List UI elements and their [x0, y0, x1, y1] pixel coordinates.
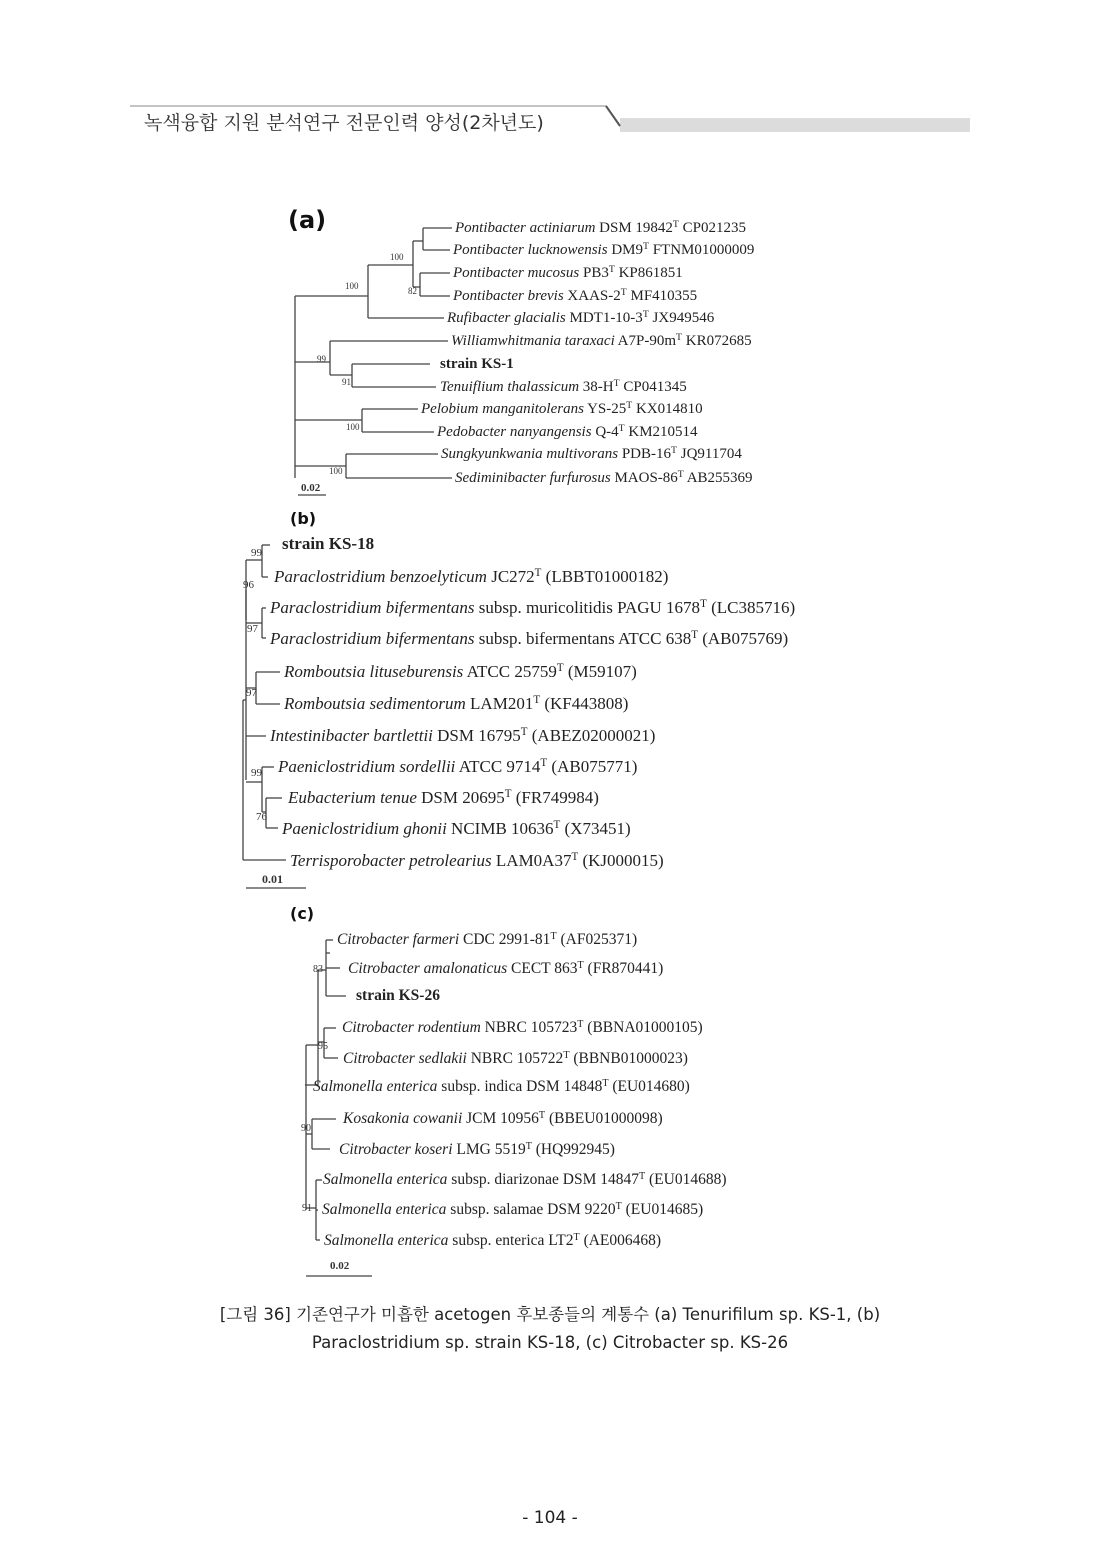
- panel_a-taxon-label: Pontibacter lucknowensis $DM9^T$ FTNM01000009: [453, 240, 755, 258]
- panel_a-taxon-label: Pontibacter actiniarum DSM $19842^T$ CP021235: [455, 218, 746, 236]
- panel-c-label: (c): [290, 904, 315, 923]
- panel_b-taxon-label: Paeniclostridium sordellii ATCC $9714^T$ (AB075771): [278, 757, 638, 776]
- panel_b-bootstrap-value: 96: [243, 579, 254, 591]
- panel-b-tree: [243, 509, 795, 888]
- header-title: 녹색융합 지원 분석연구 전문인력 양성(2차년도): [144, 112, 544, 134]
- panel_b-taxon-label: Intestinibacter bartlettii DSM $16795^T$ (ABEZ02000021): [270, 726, 656, 745]
- panel_b-taxon-label: Paraclostridium bifermentans subsp. muricolitidis PAGU $1678^T$ (LC385716): [270, 598, 796, 617]
- panel_c-taxon-label: Salmonella enterica subsp. indica DSM $14848^T$ (EU014680): [313, 1077, 690, 1095]
- panel_b-taxon-label: Paraclostridium bifermentans subsp. bifermentans ATCC $638^T$ (AB075769): [270, 629, 789, 648]
- figure-caption: [0, 1301, 1100, 1357]
- panel_c-taxon-label: Citrobacter koseri LMG $5519^T$ (HQ992945): [339, 1140, 615, 1158]
- caption-line-2: Paraclostridium sp. strain KS-18, (c) Citrobacter sp. KS-26: [311, 1333, 789, 1352]
- panel_a-taxon-label: Pontibacter brevis XAAS-$2^T$ MF410355: [453, 286, 698, 304]
- panel_b-taxon-label: Terrisporobacter petrolearius $LAM0A37^T$ (KJ000015): [290, 851, 664, 870]
- panel_b-taxon-label: Romboutsia lituseburensis ATCC $25759^T$ (M59107): [284, 662, 637, 681]
- panel_c-taxon-label: Citrobacter farmeri CDC $2991-81^T$ (AF025371): [337, 930, 638, 948]
- panel_c-taxon-label: Citrobacter rodentium NBRC $105723^T$ (BBNA01000105): [342, 1018, 703, 1036]
- panel_b-taxon-label: Paraclostridium benzoelyticum $JC272^T$ (LBBT01000182): [274, 567, 669, 586]
- panel_a-taxon-label: Pontibacter mucosus $PB3^T$ KP861851: [453, 263, 683, 281]
- panel_a-taxon-label: Pedobacter nanyangensis $Q-4^T$ KM210514: [437, 422, 698, 440]
- panel-a-tree: [288, 206, 754, 495]
- panel-b-label: (b): [290, 509, 317, 528]
- panel_c-taxon-label: Citrobacter sedlakii NBRC $105722^T$ (BBNB01000023): [343, 1049, 688, 1067]
- panel-b-scale-label: 0.01: [262, 872, 283, 886]
- panel_a-bootstrap-value: 100: [345, 281, 359, 291]
- panel_c-bootstrap-value: 95: [318, 1041, 328, 1052]
- panel_c-bootstrap-value: 91: [302, 1203, 312, 1214]
- panel_c-taxon-label: Salmonella enterica subsp. diarizonae DSM $14847^T$ (EU014688): [323, 1170, 727, 1188]
- panel_b-taxon-label: strain KS-18: [282, 534, 375, 553]
- panel_b-bootstrap-value: 97: [247, 623, 258, 635]
- caption-line-1: [그림 36] 기존연구가 미흡한 acetogen 후보종들의 계통수 (a) Tenurifilum sp. KS-1, (b): [219, 1305, 881, 1324]
- panel_a-taxon-label: Williamwhitmania taraxaci $A7P-90m^T$ KR072685: [451, 331, 752, 349]
- panel-c-scale-label: 0.02: [330, 1260, 350, 1272]
- panel_b-taxon-label: Romboutsia sedimentorum $LAM201^T$ (KF443808): [284, 694, 629, 713]
- panel_c-taxon-label: Salmonella enterica subsp. salamae DSM $9220^T$ (EU014685): [322, 1200, 704, 1218]
- panel-a-label: (a): [288, 206, 327, 234]
- panel_b-taxon-label: Paeniclostridium ghonii NCIMB $10636^T$ (X73451): [282, 819, 631, 838]
- panel_a-taxon-label: Tenuiflium thalassicum $38-H^T$ CP041345: [440, 377, 687, 395]
- panel_b-bootstrap-value: 99: [251, 547, 262, 559]
- panel_c-taxon-label: Citrobacter amalonaticus CECT $863^T$ (FR870441): [348, 959, 664, 977]
- panel_b-bootstrap-value: 97: [246, 687, 257, 699]
- panel-a-scale-label: 0.02: [301, 482, 321, 494]
- panel_a-bootstrap-value: 100: [390, 252, 404, 262]
- panel_a-bootstrap-value: 82: [408, 286, 417, 296]
- panel_a-bootstrap-value: 100: [329, 466, 343, 476]
- panel_a-taxon-label: strain KS-1: [440, 356, 514, 372]
- panel_a-taxon-label: Sediminibacter furfurosus MAOS-$86^T$ AB255369: [455, 468, 753, 486]
- panel_c-taxon-label: Kosakonia cowanii JCM $10956^T$ (BBEU01000098): [343, 1109, 663, 1127]
- panel_b-bootstrap-value: 76: [256, 811, 267, 823]
- panel_b-bootstrap-value: 99: [251, 767, 262, 779]
- panel_c-taxon-label: strain KS-26: [356, 987, 440, 1004]
- panel_a-taxon-label: Sungkyunkwania multivorans PDB-$16^T$ JQ911704: [441, 444, 742, 462]
- panel-c-tree: [290, 904, 727, 1276]
- panel_a-bootstrap-value: 91: [342, 377, 351, 387]
- panel_a-taxon-label: Rufibacter glacialis $MDT1-10-3^T$ JX949546: [447, 308, 715, 326]
- panel_b-taxon-label: Eubacterium tenue DSM $20695^T$ (FR749984): [288, 788, 599, 807]
- panel_a-taxon-label: Pelobium manganitolerans $YS-25^T$ KX014810: [421, 399, 703, 417]
- panel_c-taxon-label: Salmonella enterica subsp. enterica $LT2^T$ (AE006468): [324, 1231, 662, 1249]
- panel_a-bootstrap-value: 99: [317, 354, 326, 364]
- panel_c-bootstrap-value: 83: [313, 964, 323, 975]
- panel_a-bootstrap-value: 100: [346, 422, 360, 432]
- panel_c-bootstrap-value: 90: [301, 1123, 311, 1134]
- page-number: - 104 -: [522, 1508, 578, 1528]
